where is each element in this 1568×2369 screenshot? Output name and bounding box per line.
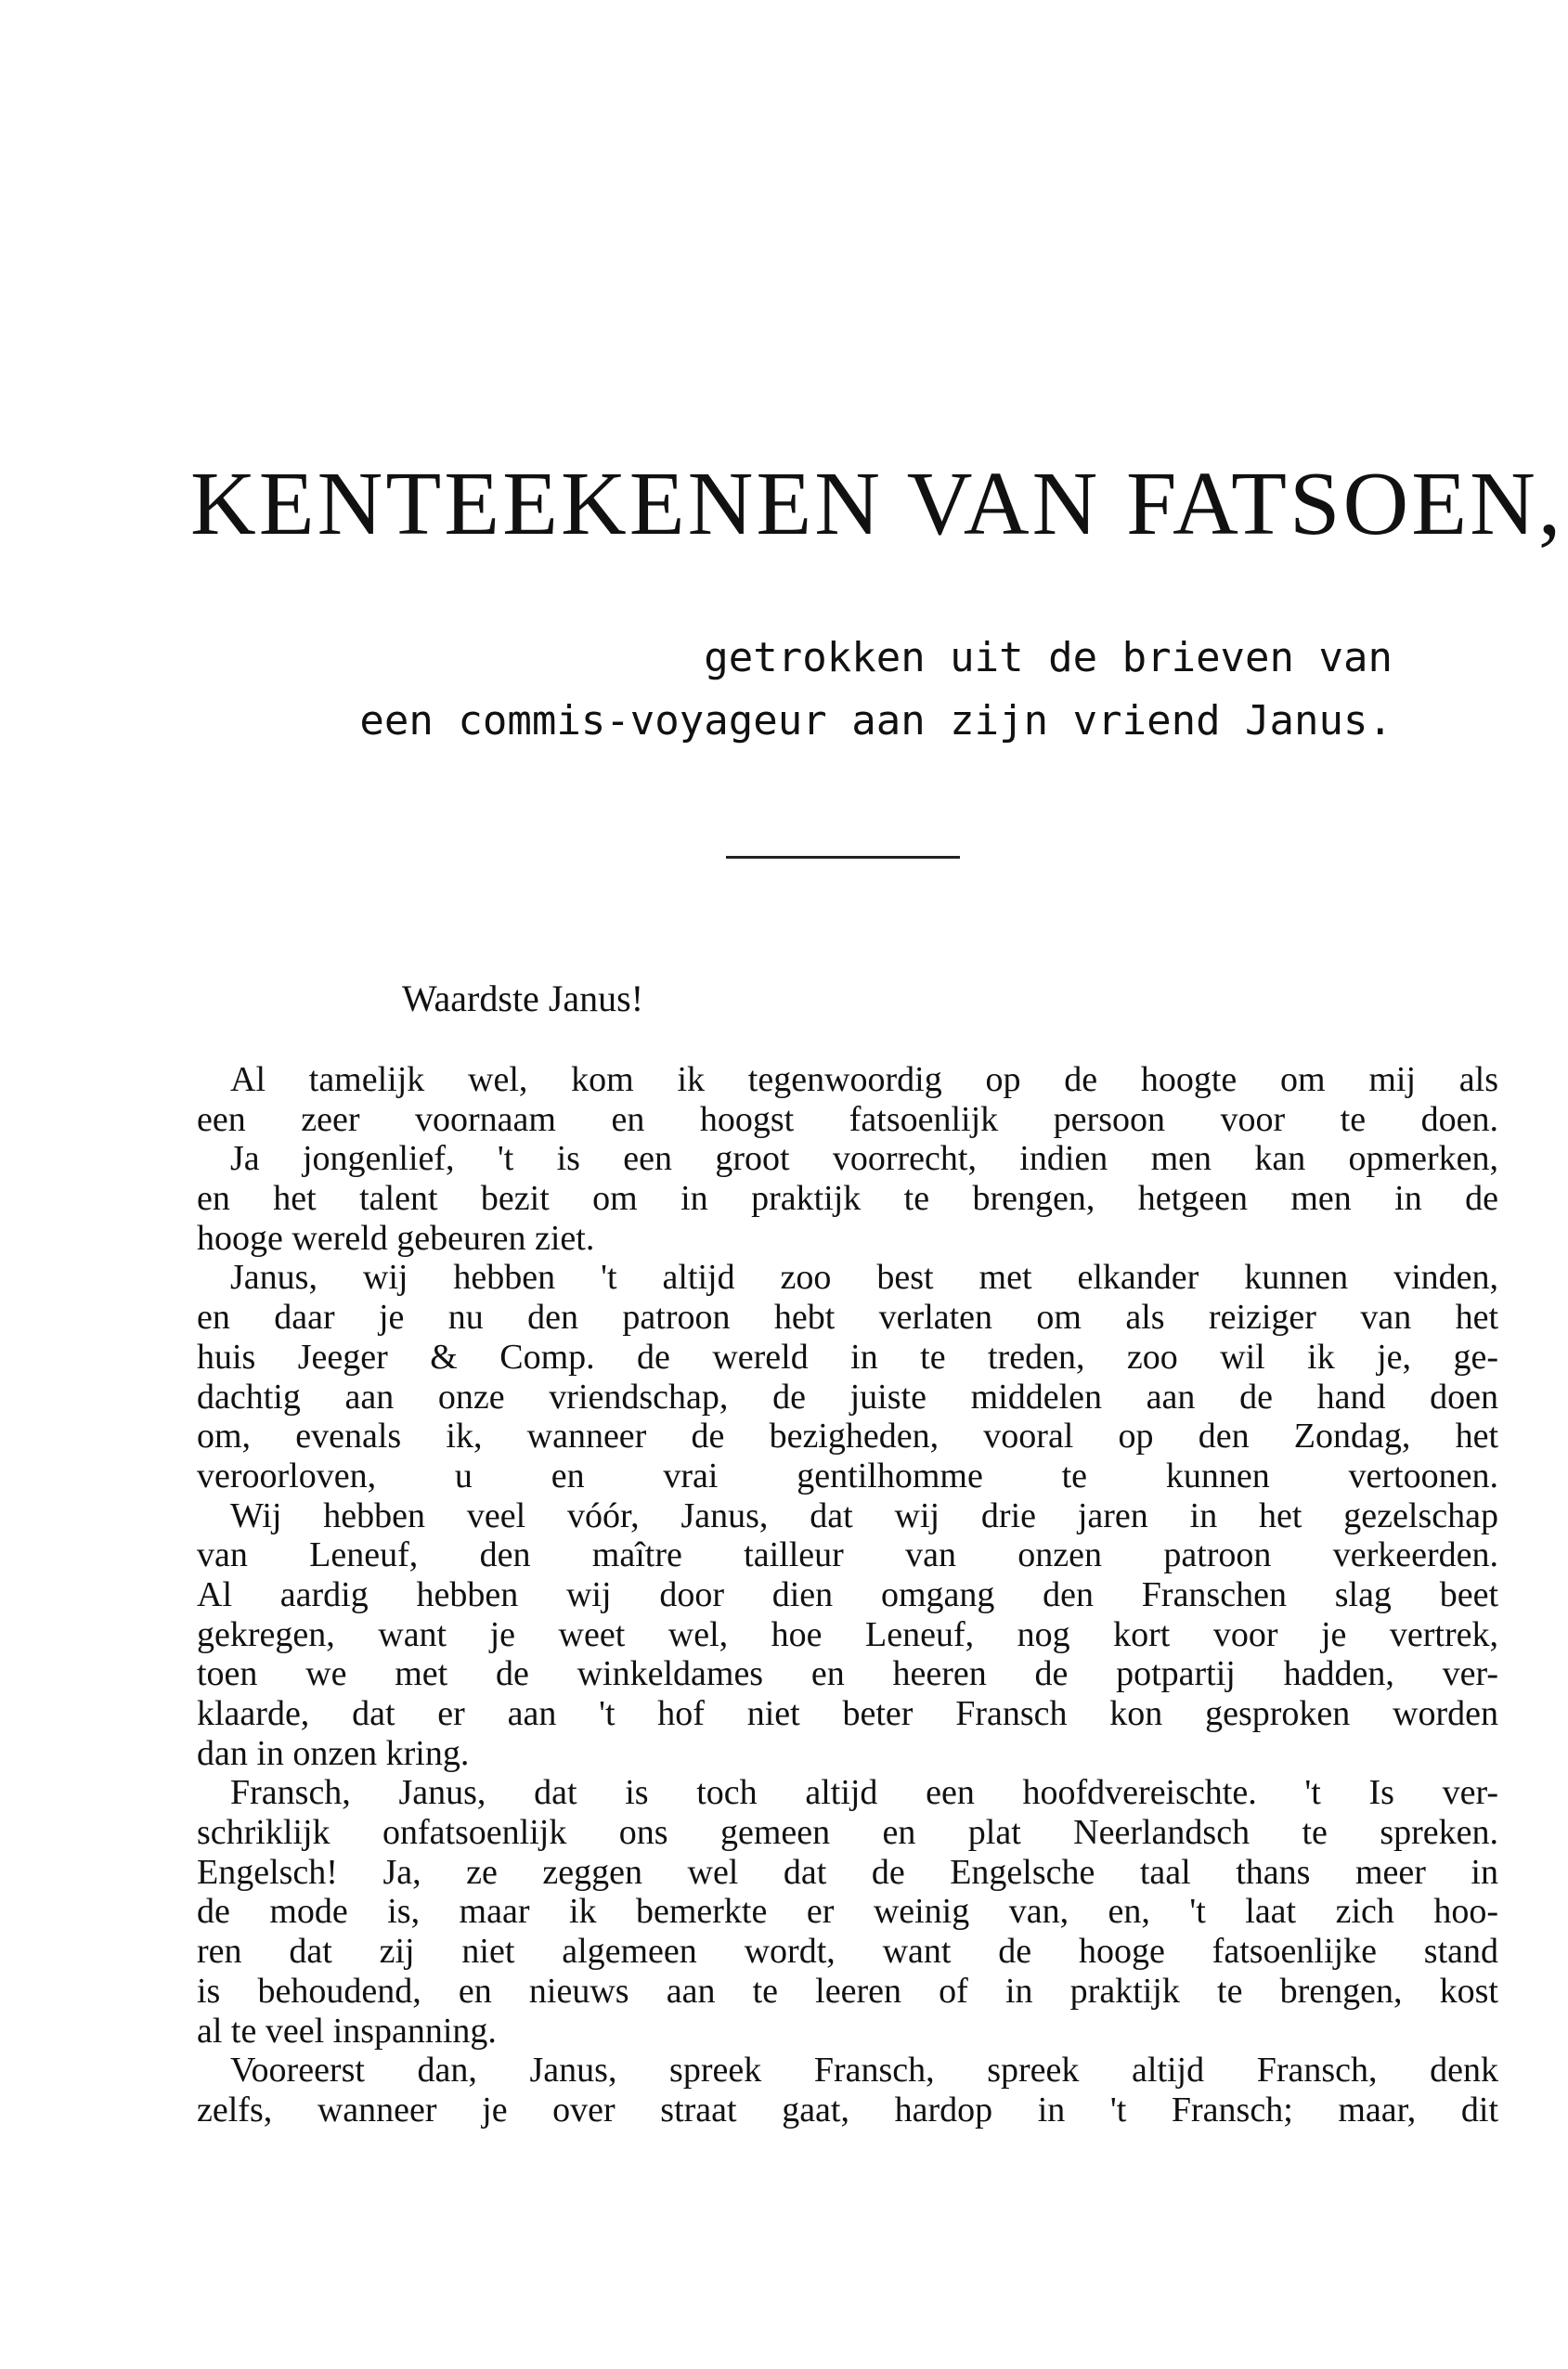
section-divider bbox=[726, 856, 960, 859]
text-line: veroorloven, u en vrai gentilhomme te kunnen vertoonen. bbox=[197, 1456, 1498, 1495]
text-line: de mode is, maar ik bemerkte er weinig van, en, 't laat zich hoo- bbox=[197, 1892, 1498, 1932]
text-line: een zeer voornaam en hoogst fatsoenlijk persoon voor te doen. bbox=[197, 1099, 1498, 1139]
text-line: klaarde, dat er aan 't hof niet beter Fransch kon gesproken worden bbox=[197, 1694, 1498, 1733]
letter-salutation: Waardste Janus! bbox=[402, 977, 644, 1019]
text-line: schriklijk onfatsoenlijk ons gemeen en plat Neerlandsch te spreken. bbox=[197, 1813, 1498, 1853]
text-line: Engelsch! Ja, ze zeggen wel dat de Engelsche taal thans meer in bbox=[197, 1852, 1498, 1892]
text-line: Wij hebben veel vóór, Janus, dat wij drie jaren in het gezelschap bbox=[230, 1495, 1498, 1535]
text-line: Ja jongenlief, 't is een groot voorrecht, indien men kan opmerken, bbox=[230, 1139, 1498, 1179]
text-line: Fransch, Janus, dat is toch altijd een hoofdvereischte. 't Is ver- bbox=[230, 1773, 1498, 1813]
text-line: toen we met de winkeldames en heeren de potpartij hadden, ver- bbox=[197, 1654, 1498, 1694]
text-line: gekregen, want je weet wel, hoe Leneuf, nog kort voor je vertrek, bbox=[197, 1614, 1498, 1654]
text-line: en daar je nu den patroon hebt verlaten om als reiziger van het bbox=[197, 1298, 1498, 1338]
text-line: van Leneuf, den maître tailleur van onzen patroon verkeerden. bbox=[197, 1535, 1498, 1575]
text-line: Al tamelijk wel, kom ik tegenwoordig op de hoogte om mij als bbox=[230, 1060, 1498, 1099]
text-line: Janus, wij hebben 't altijd zoo best met elkander kunnen vinden, bbox=[230, 1258, 1498, 1298]
text-line: dachtig aan onze vriendschap, de juiste middelen aan de hand doen bbox=[197, 1377, 1498, 1417]
text-line: zelfs, wanneer je over straat gaat, hardop in 't Fransch; maar, dit bbox=[197, 2090, 1498, 2130]
text-line: Vooreerst dan, Janus, spreek Fransch, spreek altijd Fransch, denk bbox=[230, 2051, 1498, 2091]
text-line: om, evenals ik, wanneer de bezigheden, vooral op den Zondag, het bbox=[197, 1417, 1498, 1456]
document-subtitle bbox=[297, 627, 1393, 753]
text-line: hooge wereld gebeuren ziet. bbox=[197, 1218, 595, 1258]
letter-body bbox=[197, 1060, 1498, 2130]
text-line: ren dat zij niet algemeen wordt, want de hooge fatsoenlijke stand bbox=[197, 1932, 1498, 1972]
text-line: huis Jeeger & Comp. de wereld in te treden, zoo wil ik je, ge- bbox=[197, 1337, 1498, 1377]
text-line: dan in onzen kring. bbox=[197, 1733, 470, 1773]
text-line: en het talent bezit om in praktijk te brengen, hetgeen men in de bbox=[197, 1179, 1498, 1219]
subtitle-line: een commis-voyageur aan zijn vriend Janus. bbox=[359, 697, 1393, 744]
text-line: is behoudend, en nieuws aan te leeren of in praktijk te brengen, kost bbox=[197, 1971, 1498, 2011]
document-title: KENTEEKENEN VAN FATSOEN, bbox=[190, 454, 1564, 554]
text-line: Al aardig hebben wij door dien omgang den Franschen slag beet bbox=[197, 1574, 1498, 1614]
subtitle-line: getrokken uit de brieven van bbox=[704, 634, 1393, 681]
text-line: al te veel inspanning. bbox=[197, 2011, 497, 2051]
